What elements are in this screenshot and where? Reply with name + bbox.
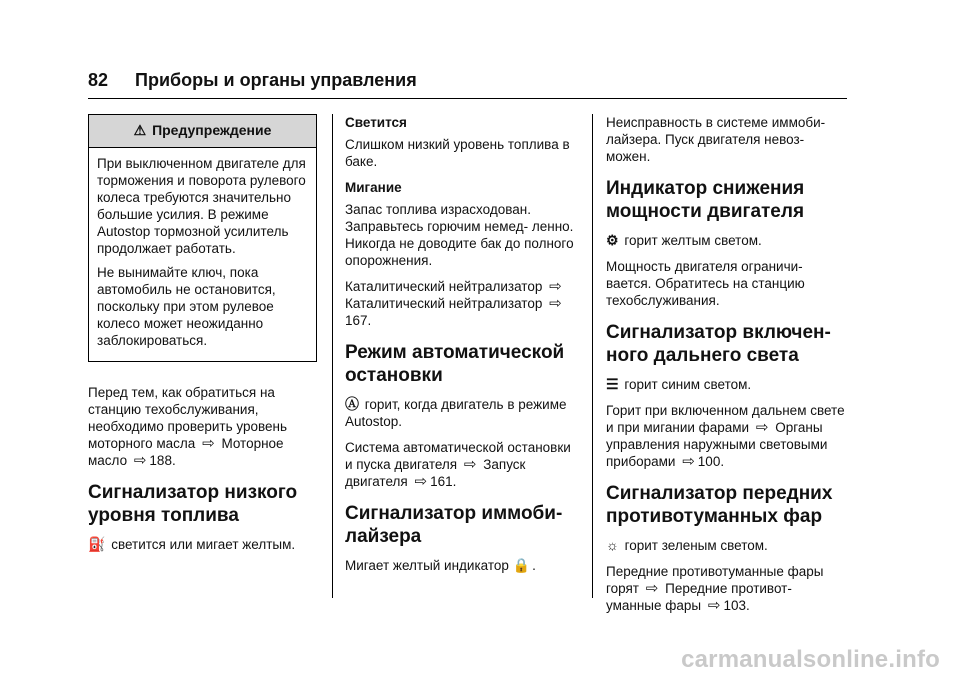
reference-arrow-icon: ⇨ [549, 278, 562, 295]
autostop-icon: Ⓐ [345, 396, 359, 412]
reference-arrow-icon: ⇨ [645, 580, 659, 597]
column-divider-1 [332, 114, 333, 598]
exterior-lights-link[interactable]: Органы управления наружными световыми приборами [606, 420, 828, 469]
immobilizer-fault-paragraph: Неисправность в системе иммоби- лайзера. Пуск двигателя невоз- можен. [606, 115, 826, 164]
autostop-system-paragraph: Система автоматической остановки и пуска двигателя ⇨ Запуск двигателя ⇨ 161. [345, 440, 571, 490]
column-3 [606, 114, 846, 623]
oil-check-text: Перед тем, как обратиться на станцию техобслуживания, необходимо проверить уровень моторного масла [88, 385, 288, 451]
warning-body [89, 148, 316, 361]
low-fuel-paragraph [88, 536, 317, 553]
chapter-title: Приборы и органы управления [135, 70, 417, 90]
exterior-lights-page-ref[interactable]: 100 [697, 454, 721, 469]
high-beam-paragraph-2: Горит при включенном дальнем свете и при мигании фарами ⇨ Органы управления наружными световыми приборами ⇨ 100. [606, 403, 845, 470]
page-header [88, 70, 848, 91]
column-divider-2 [592, 114, 593, 598]
reduced-power-paragraph [606, 232, 846, 249]
reduced-power-icon: ⚙ [606, 232, 619, 248]
autostop-text: горит, когда двигатель в режиме Autostop. [345, 397, 567, 429]
warning-paragraph-2: Не вынимайте ключ, пока автомобиль не остановится, поскольку при этом рулевое колесо может неожиданно заблокироваться. [97, 265, 276, 348]
immobilizer-heading: Сигнализатор иммоби- лайзера [345, 503, 563, 547]
reference-arrow-icon: ⇨ [755, 419, 769, 436]
blink-heading: Мигание [345, 180, 402, 195]
lit-heading: Светится [345, 115, 407, 130]
high-beam-heading: Сигнализатор включен- ного дальнего света [606, 322, 831, 366]
reduced-power-paragraph-2: Мощность двигателя ограничи- вается. Обратитесь на станцию техобслуживания. [606, 259, 805, 308]
reference-arrow-icon: ⇨ [202, 435, 215, 452]
reference-arrow-icon: ⇨ [463, 456, 477, 473]
warning-box [88, 114, 317, 362]
immobilizer-paragraph: Мигает желтый индикатор 🔒 . [345, 557, 536, 573]
page-ref-icon: ⇨ [133, 452, 147, 469]
page-ref-icon: ⇨ [414, 473, 428, 490]
warning-title: Предупреждение [152, 122, 272, 138]
column-1 [88, 114, 317, 562]
engine-start-link[interactable]: Запуск двигателя [345, 457, 526, 489]
autostop-heading: Режим автоматической остановки [345, 342, 565, 386]
oil-check-paragraph: Перед тем, как обратиться на станцию техобслуживания, необходимо проверить уровень моторного масла ⇨ Моторное масло ⇨ 188. [88, 385, 288, 469]
oil-page-ref[interactable]: 188 [149, 453, 172, 468]
fog-light-text: горит зеленым светом. [624, 538, 768, 553]
high-beam-text-2: Горит при включенном дальнем свете и при мигании фарами [606, 403, 845, 435]
fog-lights-link[interactable]: Передние противот- уманные фары [606, 581, 792, 613]
low-fuel-heading: Сигнализатор низкого уровня топлива [88, 482, 298, 526]
fog-light-text-2: Передние противотуманные фары горят [606, 564, 824, 596]
engine-start-page-ref[interactable]: 161 [430, 474, 453, 489]
catalyst-paragraph: Каталитический нейтрализатор ⇨ Каталитический нейтрализатор ⇨167. [345, 278, 562, 328]
fog-light-paragraph-2: Передние противотуманные фары горят ⇨ Передние противот- уманные фары ⇨ 103. [606, 564, 824, 614]
page-ref-icon: ⇨ [707, 597, 721, 614]
high-beam-icon: ☰ [606, 376, 619, 392]
column-2 [345, 114, 577, 583]
front-fog-light-icon: ☼ [606, 537, 619, 553]
reduced-power-heading: Индикатор снижения мощности двигателя [606, 178, 805, 222]
warning-triangle-icon: ⚠ [133, 122, 147, 138]
immobilizer-icon: 🔒 [512, 557, 531, 573]
lit-paragraph: Слишком низкий уровень топлива в баке. [345, 137, 570, 169]
fog-light-heading: Сигнализатор передних противотуманных фар [606, 483, 833, 527]
oil-link[interactable]: Моторное масло [88, 436, 284, 468]
high-beam-paragraph [606, 376, 846, 393]
reduced-power-text: горит желтым светом. [624, 233, 762, 248]
warning-header [89, 115, 316, 148]
immobilizer-text: Мигает желтый индикатор [345, 558, 509, 573]
fuel-pump-icon: ⛽ [88, 536, 106, 552]
catalyst-text: Каталитический нейтрализатор [345, 279, 543, 294]
catalyst-page-ref[interactable]: 167 [345, 313, 368, 328]
page-ref-icon: ⇨ [549, 295, 562, 312]
warning-paragraph-1: При выключенном двигателе для торможения и поворота рулевого колеса требуются значительно большие усилия. В режиме Autostop тормозной усилитель продолжает работать. [97, 156, 306, 256]
autostop-system-text: Система автоматической остановки и пуска двигателя [345, 440, 571, 472]
page-ref-icon: ⇨ [682, 453, 695, 470]
watermark: carmanualsonline.info [681, 646, 940, 673]
low-fuel-text: светится или мигает желтым. [111, 537, 296, 552]
catalyst-link[interactable]: Каталитический нейтрализатор [345, 296, 543, 311]
fog-lights-page-ref[interactable]: 103 [723, 598, 746, 613]
high-beam-text: горит синим светом. [624, 377, 752, 392]
autostop-paragraph [345, 396, 577, 430]
header-rule [88, 98, 847, 99]
blink-paragraph: Запас топлива израсходован. Заправьтесь горючим немед- ленно. Никогда не доводите бак до полного опорожнения. [345, 202, 574, 268]
page-number: 82 [88, 70, 109, 90]
fog-light-paragraph [606, 537, 846, 554]
